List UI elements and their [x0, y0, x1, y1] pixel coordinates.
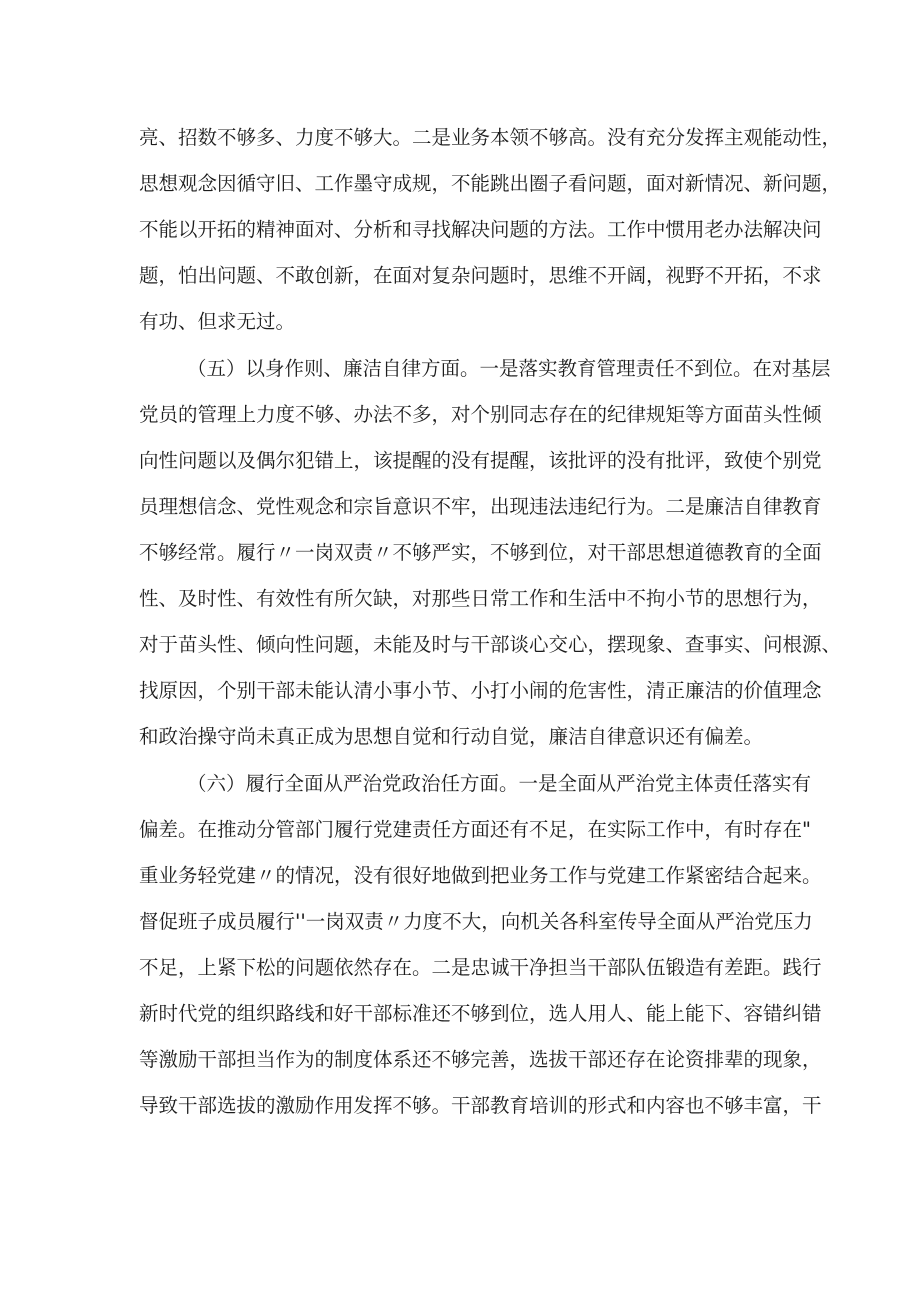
paragraph-line: 向性问题以及偶尔犯错上，该提醒的没有提醒，该批评的没有批评，致使个别党 [139, 449, 822, 472]
paragraph-line: 不够经常。履行〃一岗双责〃不够严实，不够到位，对干部思想道德教育的全面 [139, 541, 822, 564]
paragraph-line: 和政治操守尚未真正成为思想自觉和行动自觉，廉洁自律意识还有偏差。 [139, 725, 764, 748]
paragraph-line: 偏差。在推动分管部门履行党建责任方面还有不足，在实际工作中，有时存在" [139, 818, 811, 841]
section-heading-line: （六）履行全面从严治党政治任方面。一是全面从严治党主体责任落实有 [187, 772, 812, 795]
paragraph-line: 等激励干部担当作为的制度体系还不够完善，选拔干部还存在论资排辈的现象， [139, 1048, 822, 1071]
section-heading-line: （五）以身作则、廉洁自律方面。一是落实教育管理责任不到位。在对基层 [187, 357, 831, 380]
paragraph-line: 不足，上紧下松的问题依然存在。二是忠诚干净担当干部队伍锻造有差距。践行 [139, 956, 822, 979]
paragraph-line: 有功、但求无过。 [139, 310, 296, 333]
paragraph-line: 不能以开拓的精神面对、分析和寻找解决问题的方法。工作中惯用老办法解决问 [139, 218, 822, 241]
paragraph-line: 导致干部选拔的激励作用发挥不够。干部教育培训的形式和内容也不够丰富，干 [139, 1094, 822, 1117]
paragraph-line: 性、及时性、有效性有所欠缺，对那些日常工作和生活中不拘小节的思想行为， [139, 587, 822, 610]
paragraph-line: 党员的管理上力度不够、办法不多，对个别同志存在的纪律规矩等方面苗头性倾 [139, 403, 822, 426]
paragraph-line: 题，怕出问题、不敢创新，在面对复杂问题时，思维不开阔，视野不开拓，不求 [139, 264, 822, 287]
paragraph-line: 重业务轻党建〃的情况，没有很好地做到把业务工作与党建工作紧密结合起来。 [139, 864, 822, 887]
paragraph-line: 员理想信念、党性观念和宗旨意识不牢，出现违法违纪行为。二是廉洁自律教育 [139, 495, 822, 518]
paragraph-line: 督促班子成员履行''一岗双责〃力度不大，向机关各科室传导全面从严治党压力 [139, 910, 813, 933]
paragraph-line: 对于苗头性、倾向性问题，未能及时与干部谈心交心，摆现象、查事实、问根源、 [139, 633, 842, 656]
paragraph-line: 找原因，个别干部未能认清小事小节、小打小闹的危害性，清正廉洁的价值理念 [139, 679, 822, 702]
paragraph-line: 思想观念因循守旧、工作墨守成规，不能跳出圈子看问题，面对新情况、新问题， [139, 172, 842, 195]
paragraph-line: 新时代党的组织路线和好干部标准还不够到位，选人用人、能上能下、容错纠错 [139, 1002, 822, 1025]
paragraph-line: 亮、招数不够多、力度不够大。二是业务本领不够高。没有充分发挥主观能动性， [139, 126, 842, 149]
